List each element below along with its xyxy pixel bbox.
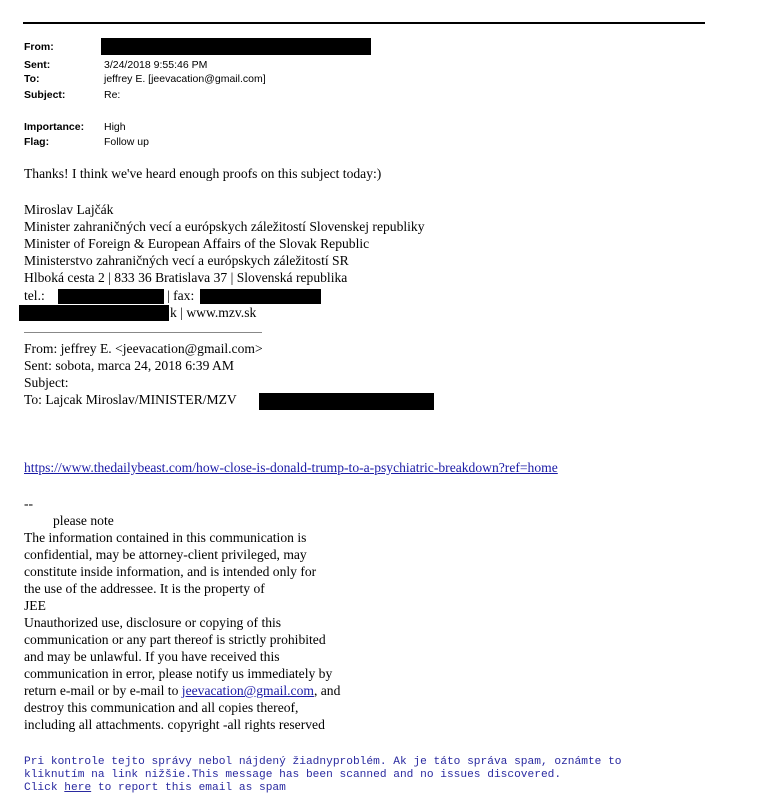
importance-value: High xyxy=(104,121,126,133)
click-prefix: Click xyxy=(24,782,65,794)
report-spam-link[interactable]: here xyxy=(64,782,92,794)
scan-notice-line-2: kliknutím na link nižšie.This message has been scanned and no issues discovered. xyxy=(24,769,562,781)
click-suffix: to report this email as spam xyxy=(91,782,286,794)
signature-title-sk: Minister zahraničných vecí a európskych záležitostí Slovenskej republiky xyxy=(24,219,425,234)
to-label: To: xyxy=(24,73,40,85)
scan-notice-line-3 xyxy=(24,782,286,795)
disclaimer-line: Unauthorized use, disclosure or copying of this xyxy=(24,615,282,630)
disclaimer-line: destroy this communication and all copies thereof, xyxy=(24,700,299,715)
from-label: From: xyxy=(24,41,54,53)
disclaimer-line: constitute inside information, and is intended only for xyxy=(24,564,317,579)
tel-label: tel.: xyxy=(24,288,45,303)
signature-title-en: Minister of Foreign & European Affairs of the Slovak Republic xyxy=(24,236,370,251)
jeevacation-email-link[interactable]: jeevacation@gmail.com xyxy=(181,683,314,698)
flag-value: Follow up xyxy=(104,136,149,148)
quoted-subject: Subject: xyxy=(24,375,69,390)
article-link[interactable]: https://www.thedailybeast.com/how-close-is-donald-trump-to-a-psychiatric-breakdown?ref=home xyxy=(24,460,558,475)
signature-address: Hlboká cesta 2 | 833 36 Bratislava 37 | Slovenská republika xyxy=(24,270,348,285)
sent-value: 3/24/2018 9:55:46 PM xyxy=(104,59,208,71)
to-value: jeffrey E. [jeevacation@gmail.com] xyxy=(104,73,266,85)
disclaimer-line: the use of the addressee. It is the property of xyxy=(24,581,265,596)
website-text: k | www.mzv.sk xyxy=(170,305,257,320)
fax-label: | fax: xyxy=(167,288,195,303)
return-suffix: , and xyxy=(313,683,341,698)
redacted-sender xyxy=(101,38,371,55)
header-divider xyxy=(23,22,705,24)
signature-ministry: Ministerstvo zahraničných vecí a európskych záležitostí SR xyxy=(24,253,349,268)
redacted-fax xyxy=(200,289,321,304)
disclaimer-line: communication or any part thereof is strictly prohibited xyxy=(24,632,326,647)
note-title: please note xyxy=(53,513,114,528)
article-link-row xyxy=(24,460,558,476)
message-text: Thanks! I think we've heard enough proofs on this subject today:) xyxy=(24,166,382,181)
signature-dashes: -- xyxy=(24,496,34,511)
flag-label: Flag: xyxy=(24,136,50,148)
sent-label: Sent: xyxy=(24,59,51,71)
subject-value: Re: xyxy=(104,89,121,101)
quote-separator xyxy=(24,332,262,333)
quoted-sent: Sent: sobota, marca 24, 2018 6:39 AM xyxy=(24,358,234,373)
disclaimer-return-line xyxy=(24,683,340,699)
redacted-phone xyxy=(58,289,164,304)
importance-label: Importance: xyxy=(24,121,85,133)
signature-name: Miroslav Lajčák xyxy=(24,202,114,217)
redacted-recipient xyxy=(259,393,434,410)
disclaimer-line: confidential, may be attorney-client privileged, may xyxy=(24,547,307,562)
disclaimer-line: JEE xyxy=(24,598,46,613)
disclaimer-line: and may be unlawful. If you have received this xyxy=(24,649,280,664)
disclaimer-line: including all attachments. copyright -all rights reserved xyxy=(24,717,325,732)
return-prefix: return e-mail or by e-mail to xyxy=(24,683,182,698)
disclaimer-line: The information contained in this communication is xyxy=(24,530,307,545)
quoted-to: To: Lajcak Miroslav/MINISTER/MZV xyxy=(24,392,237,407)
disclaimer-line: communication in error, please notify us immediately by xyxy=(24,666,333,681)
redacted-email xyxy=(19,305,169,321)
scan-notice-line-1: Pri kontrole tejto správy nebol nájdený žiadnyproblém. Ak je táto správa spam, oznámte to xyxy=(24,756,622,768)
quoted-from: From: jeffrey E. <jeevacation@gmail.com> xyxy=(24,341,263,356)
subject-label: Subject: xyxy=(24,89,66,101)
